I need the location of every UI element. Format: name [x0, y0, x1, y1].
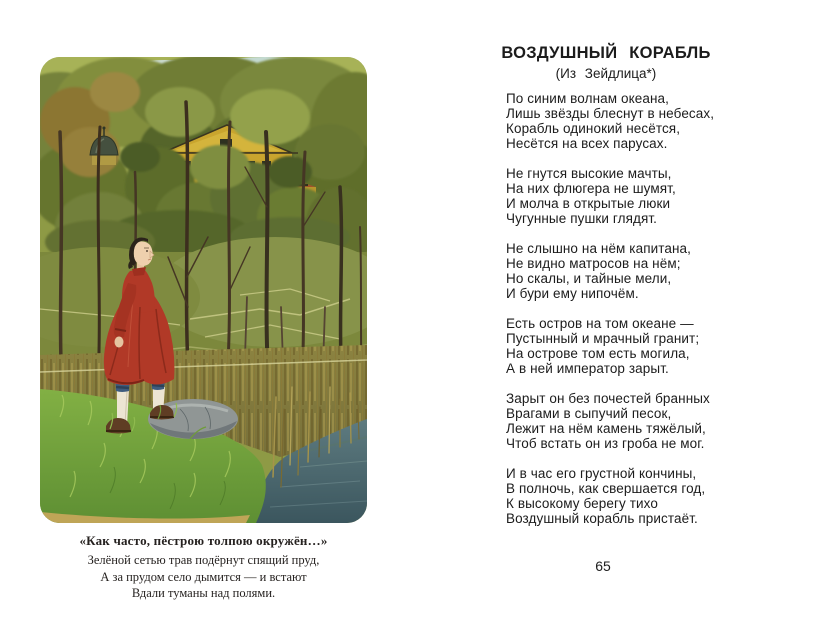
- verse-line: Лежит на нём камень тяжёлый,: [506, 421, 706, 436]
- illustration-caption: [40, 533, 367, 602]
- illustration: [40, 57, 367, 523]
- verse-line: На острове том есть могила,: [506, 346, 690, 361]
- verse-line: В полночь, как свершается год,: [506, 481, 706, 496]
- verse-line: И в час его грустной кончины,: [506, 466, 697, 481]
- poem-subtitle: (Из Зейдлица*): [555, 66, 657, 81]
- page-number: 65: [595, 558, 611, 574]
- verse-line: К высокому берегу тихо: [506, 496, 658, 511]
- caption-line: Вдали туманы над полями.: [131, 586, 276, 600]
- poem-body: [506, 91, 746, 541]
- verse-line: Несётся на всех парусах.: [506, 136, 668, 151]
- stanza: [506, 241, 746, 301]
- verse-line: Лишь звёзды блеснут в небесах,: [506, 106, 715, 121]
- verse-line: Чтоб встать он из гроба не мог.: [506, 436, 705, 451]
- verse-line: Пустынный и мрачный гранит;: [506, 331, 700, 346]
- illustration-frame: [40, 57, 367, 523]
- caption-poem-title: «Как часто, пёстрою толпою окружён…»: [79, 533, 328, 548]
- verse-line: Не гнутся высокие мачты,: [506, 166, 672, 181]
- poem-header: [480, 44, 732, 81]
- verse-line: Но скалы, и тайные мели,: [506, 271, 672, 286]
- verse-line: Не слышно на нём капитана,: [506, 241, 692, 256]
- stanza: [506, 316, 746, 376]
- verse-line: Чугунные пушки глядят.: [506, 211, 658, 226]
- verse-line: Воздушный корабль пристаёт.: [506, 511, 698, 526]
- verse-line: И бури ему нипочём.: [506, 286, 639, 301]
- verse-line: На них флюгера не шумят,: [506, 181, 676, 196]
- verse-line: Корабль одинокий несётся,: [506, 121, 681, 136]
- verse-line: И молча в открытые люки: [506, 196, 671, 211]
- verse-line: Не видно матросов на нём;: [506, 256, 681, 271]
- verse-line: По синим волнам океана,: [506, 91, 669, 106]
- caption-line: Зелёной сетью трав подёрнут спящий пруд,: [87, 553, 320, 567]
- verse-line: Есть остров на том океане —: [506, 316, 694, 331]
- poem-title: ВОЗДУШНЫЙ КОРАБЛЬ: [501, 44, 711, 62]
- verse-line: Зарыт он без почестей бранных: [506, 391, 710, 406]
- stanza: [506, 391, 746, 451]
- stanza: [506, 466, 746, 526]
- verse-line: А в ней император зарыт.: [506, 361, 669, 376]
- stanza: [506, 91, 746, 151]
- verse-line: Врагами в сыпучий песок,: [506, 406, 672, 421]
- stanza: [506, 166, 746, 226]
- caption-line: А за прудом село дымится — и встают: [100, 569, 307, 584]
